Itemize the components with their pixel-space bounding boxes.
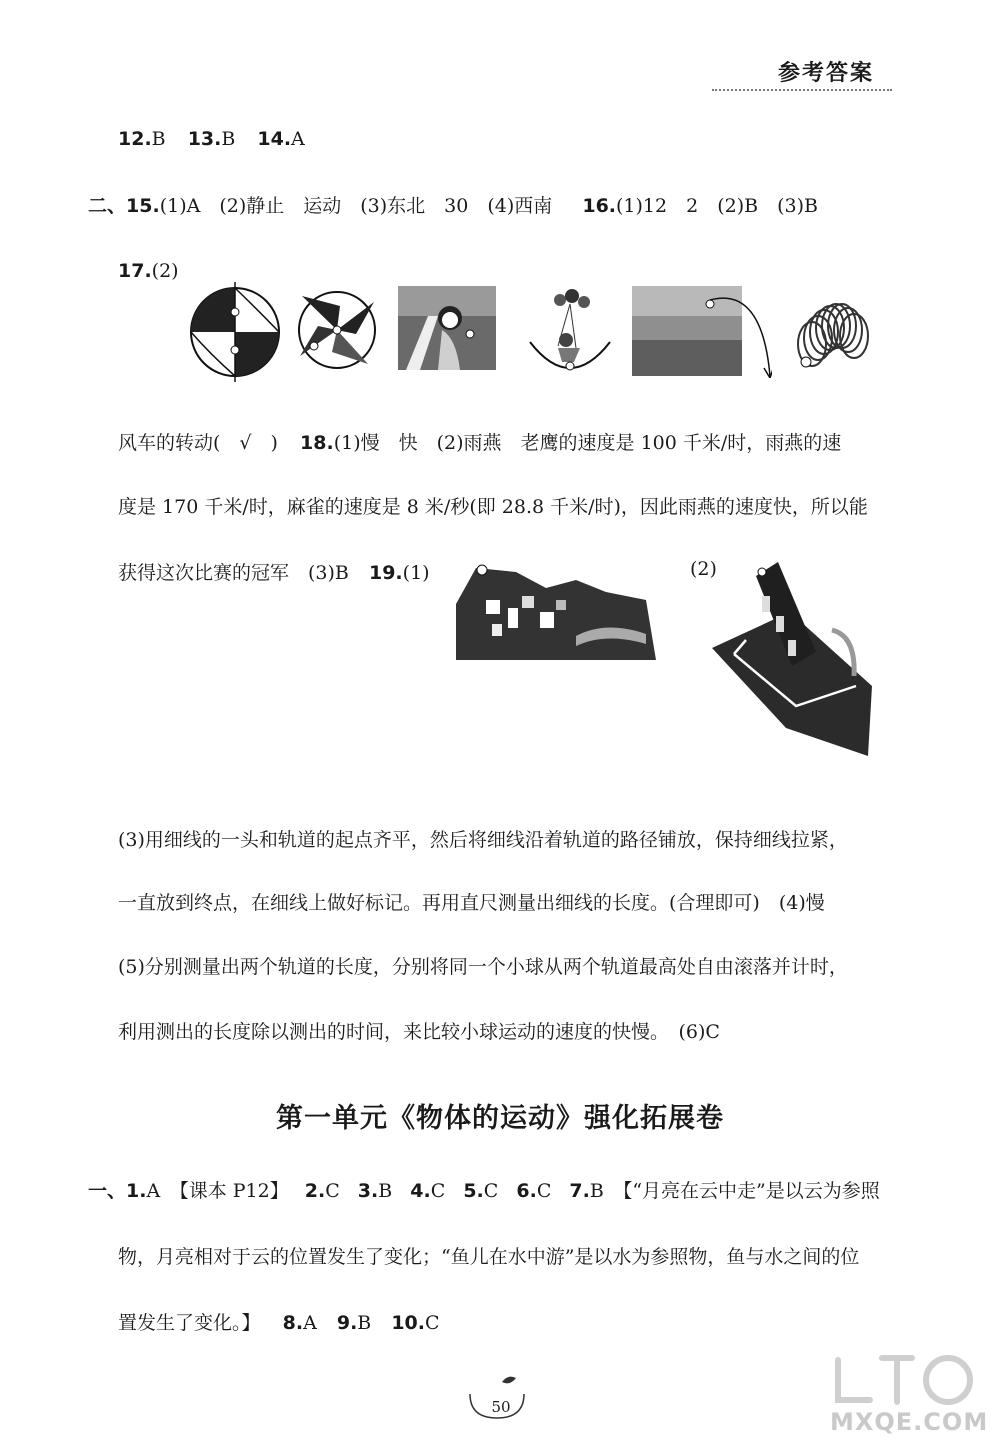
p1-q8-answer: A bbox=[303, 1312, 317, 1334]
answer-line-15-16 bbox=[88, 191, 818, 218]
pinwheel-figure bbox=[292, 282, 382, 378]
track-photo-1 bbox=[456, 560, 662, 660]
section-two-prefix: 二、 bbox=[88, 195, 127, 217]
swing-figure bbox=[524, 282, 616, 380]
p1-q1-number: 1. bbox=[126, 1180, 147, 1202]
p1-q7-answer: B 【“月亮在云中走”是以云为参照 bbox=[589, 1180, 880, 1202]
slide-figure bbox=[398, 286, 496, 370]
p1-q6-number: 6. bbox=[516, 1180, 537, 1202]
p1-q2-answer: C bbox=[325, 1180, 340, 1202]
part1-answer-line-3 bbox=[118, 1308, 440, 1335]
p1-q6-answer: C bbox=[536, 1180, 552, 1202]
q19-part-1: (1) bbox=[402, 562, 430, 584]
p1-q4-number: 4. bbox=[410, 1180, 431, 1202]
p1-q5-number: 5. bbox=[463, 1180, 484, 1202]
p1-q9-number: 9. bbox=[336, 1312, 358, 1334]
answer-line-19-5 bbox=[118, 952, 848, 979]
q19-answer-5: (5)分别测量出两个轨道的长度，分别将同一个小球从两个轨道最高处自由滚落并计时， bbox=[118, 956, 848, 978]
p1-q4-answer: C bbox=[430, 1180, 446, 1202]
p1-q9-answer: B bbox=[357, 1312, 372, 1334]
p1-q8-number: 8. bbox=[282, 1312, 304, 1334]
beach-ball-figure bbox=[180, 282, 290, 382]
q19-answer-3-4: 一直放到终点，在细线上做好标记。再用直尺测量出细线的长度。(合理即可) (4)慢 bbox=[118, 892, 825, 914]
part1-answer-line-2 bbox=[118, 1242, 859, 1269]
p1-q10-number: 10. bbox=[391, 1312, 425, 1334]
q18-answer-cont: 度是 170 千米/时，麻雀的速度是 8 米/秒(即 28.8 千米/时)，因此雨燕的速度快，所以能 bbox=[118, 496, 868, 518]
answer-line-18-cont bbox=[118, 492, 868, 519]
q19-number: 19. bbox=[368, 562, 403, 584]
section-title: 第一单元《物体的运动》强化拓展卷 bbox=[276, 1103, 724, 1134]
q19-answer-5-6: 利用测出的长度除以测出的时间，来比较小球运动的速度的快慢。 (6)C bbox=[118, 1021, 720, 1043]
q17-part: (2) bbox=[151, 260, 179, 282]
q18-answer-end: 获得这次比赛的冠军 (3)B bbox=[118, 562, 349, 584]
watermark-text: MXQE.COM bbox=[830, 1408, 989, 1436]
answer-line-17 bbox=[118, 260, 179, 282]
p1-q2-number: 2. bbox=[304, 1180, 326, 1202]
answer-line-19-3-cont bbox=[118, 888, 825, 915]
windmill-check-answer: 风车的转动( √ ) bbox=[118, 432, 278, 454]
q18-number: 18. bbox=[300, 432, 334, 454]
p1-q1-answer: A 【课本 P12】 bbox=[146, 1180, 289, 1202]
q15-answer: (1)A (2)静止 运动 (3)东北 30 (4)西南 bbox=[159, 195, 553, 217]
field-jump-figure bbox=[632, 286, 772, 378]
p1-q3-answer: B bbox=[378, 1180, 393, 1202]
q14-answer: A bbox=[291, 128, 305, 150]
p1-q7-explanation-end: 置发生了变化。】 bbox=[118, 1312, 261, 1334]
q12-answer: B bbox=[151, 128, 166, 150]
q12-number: 12. bbox=[118, 128, 152, 150]
p1-q5-answer: C bbox=[483, 1180, 499, 1202]
header-title: 参考答案 bbox=[778, 61, 875, 86]
p1-q7-number: 7. bbox=[569, 1180, 590, 1202]
q15-number: 15. bbox=[126, 195, 160, 217]
q14-number: 14. bbox=[257, 128, 292, 150]
q17-number: 17. bbox=[118, 260, 152, 282]
answer-line-12-14 bbox=[118, 128, 305, 150]
q16-number: 16. bbox=[582, 195, 617, 217]
slinky-figure bbox=[782, 292, 878, 376]
part1-answer-line-1 bbox=[88, 1176, 880, 1203]
p1-q10-answer: C bbox=[424, 1312, 440, 1334]
page-number: 50 bbox=[491, 1398, 511, 1416]
answer-line-19-3 bbox=[118, 825, 848, 852]
q13-number: 13. bbox=[187, 128, 222, 150]
q13-answer: B bbox=[221, 128, 236, 150]
answer-line-19-5-cont bbox=[118, 1017, 720, 1044]
p1-q7-explanation: 物，月亮相对于云的位置发生了变化；“鱼儿在水中游”是以水为参照物，鱼与水之间的位 bbox=[118, 1246, 860, 1268]
section-one-prefix: 一、 bbox=[88, 1180, 127, 1202]
answer-line-19 bbox=[118, 558, 430, 585]
q18-answer: (1)慢 快 (2)雨燕 老鹰的速度是 100 千米/时，雨燕的速 bbox=[333, 432, 842, 454]
p1-q3-number: 3. bbox=[357, 1180, 379, 1202]
header-rule bbox=[712, 89, 892, 91]
q16-answer: (1)12 2 (2)B (3)B bbox=[616, 195, 818, 217]
answer-line-18 bbox=[118, 428, 841, 455]
track-photo-2 bbox=[706, 556, 876, 766]
q19-answer-3: (3)用细线的一头和轨道的起点齐平，然后将细线沿着轨道的路径铺放，保持细线拉紧， bbox=[118, 829, 848, 851]
q19-part-2: (2) bbox=[690, 558, 717, 580]
